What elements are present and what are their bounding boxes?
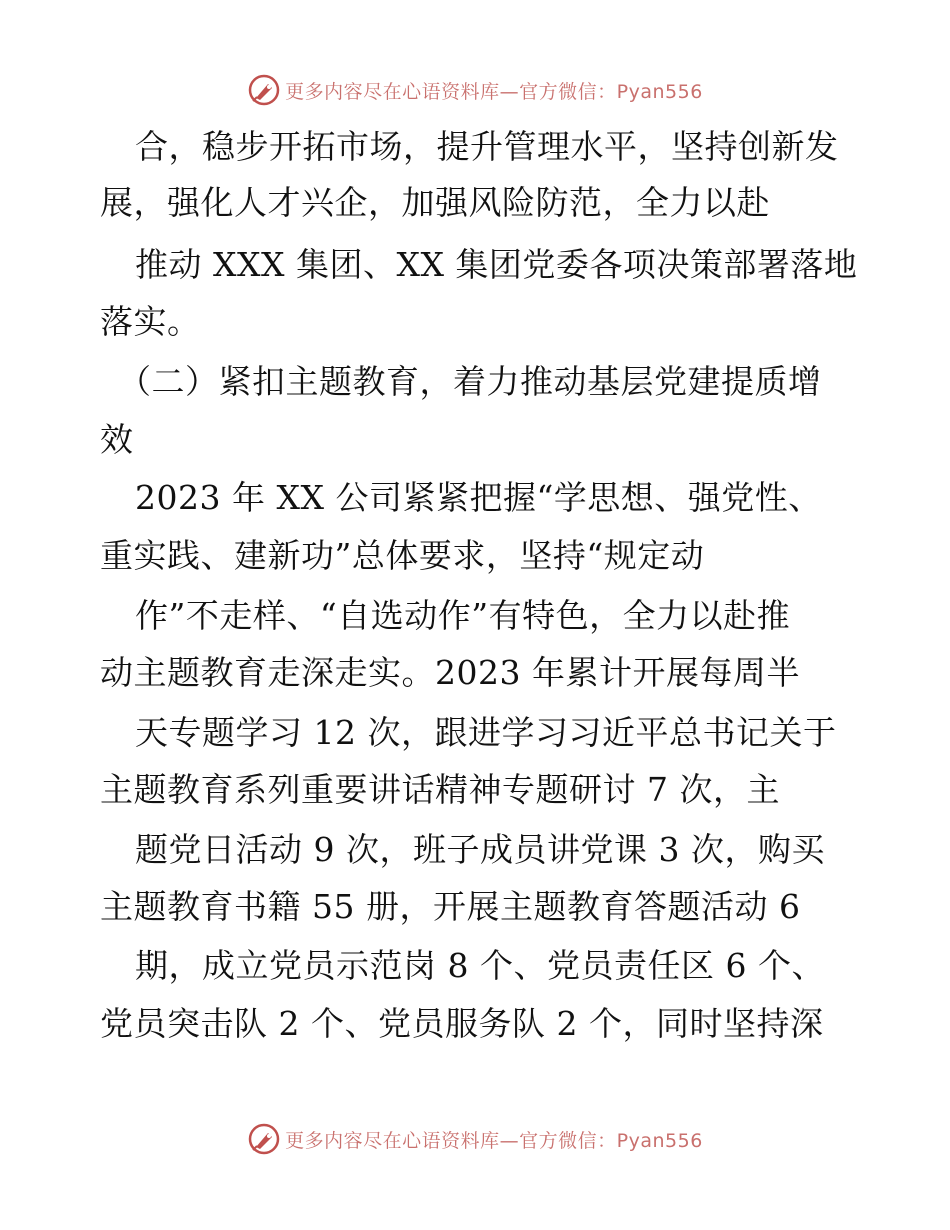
footer-watermark xyxy=(0,1122,950,1156)
header-watermark xyxy=(0,73,950,107)
watermark-text: 更多内容尽在心语资料库—官方微信：Pyan556 xyxy=(285,80,703,103)
body-line: 主题教育系列重要讲话精神专题研讨 7 次，主 xyxy=(100,770,780,809)
body-line: 推动 XXX 集团、XX 集团党委各项决策部署落地 xyxy=(135,245,858,284)
body-line: 党员突击队 2 个、党员服务队 2 个，同时坚持深 xyxy=(100,1004,824,1043)
body-line: 主题教育书籍 55 册，开展主题教育答题活动 6 xyxy=(100,887,801,926)
pen-nib-logo-icon xyxy=(247,73,281,107)
body-line: 重实践、建新功”总体要求，坚持“规定动 xyxy=(100,536,705,575)
body-line: 期，成立党员示范岗 8 个、党员责任区 6 个、 xyxy=(135,946,825,985)
body-line: 2023 年 XX 公司紧紧把握“学思想、强党性、 xyxy=(135,478,822,517)
body-line: 落实。 xyxy=(100,302,201,341)
body-line: 合，稳步开拓市场，提升管理水平，坚持创新发 xyxy=(135,127,839,166)
pen-nib-logo-icon xyxy=(247,1122,281,1156)
body-line: 题党日活动 9 次，班子成员讲党课 3 次，购买 xyxy=(135,830,825,869)
body-line: 动主题教育走深走实。2023 年累计开展每周半 xyxy=(100,653,800,692)
section-heading: （二）紧扣主题教育，着力推动基层党建提质增 xyxy=(118,362,822,401)
watermark-text: 更多内容尽在心语资料库—官方微信：Pyan556 xyxy=(285,1129,703,1152)
body-line: 作”不走样、“自选动作”有特色，全力以赴推 xyxy=(135,596,791,635)
body-line: 展，强化人才兴企，加强风险防范，全力以赴 xyxy=(100,183,770,222)
body-line: 天专题学习 12 次，跟进学习习近平总书记关于 xyxy=(135,713,837,752)
section-heading-continued: 效 xyxy=(100,420,134,459)
